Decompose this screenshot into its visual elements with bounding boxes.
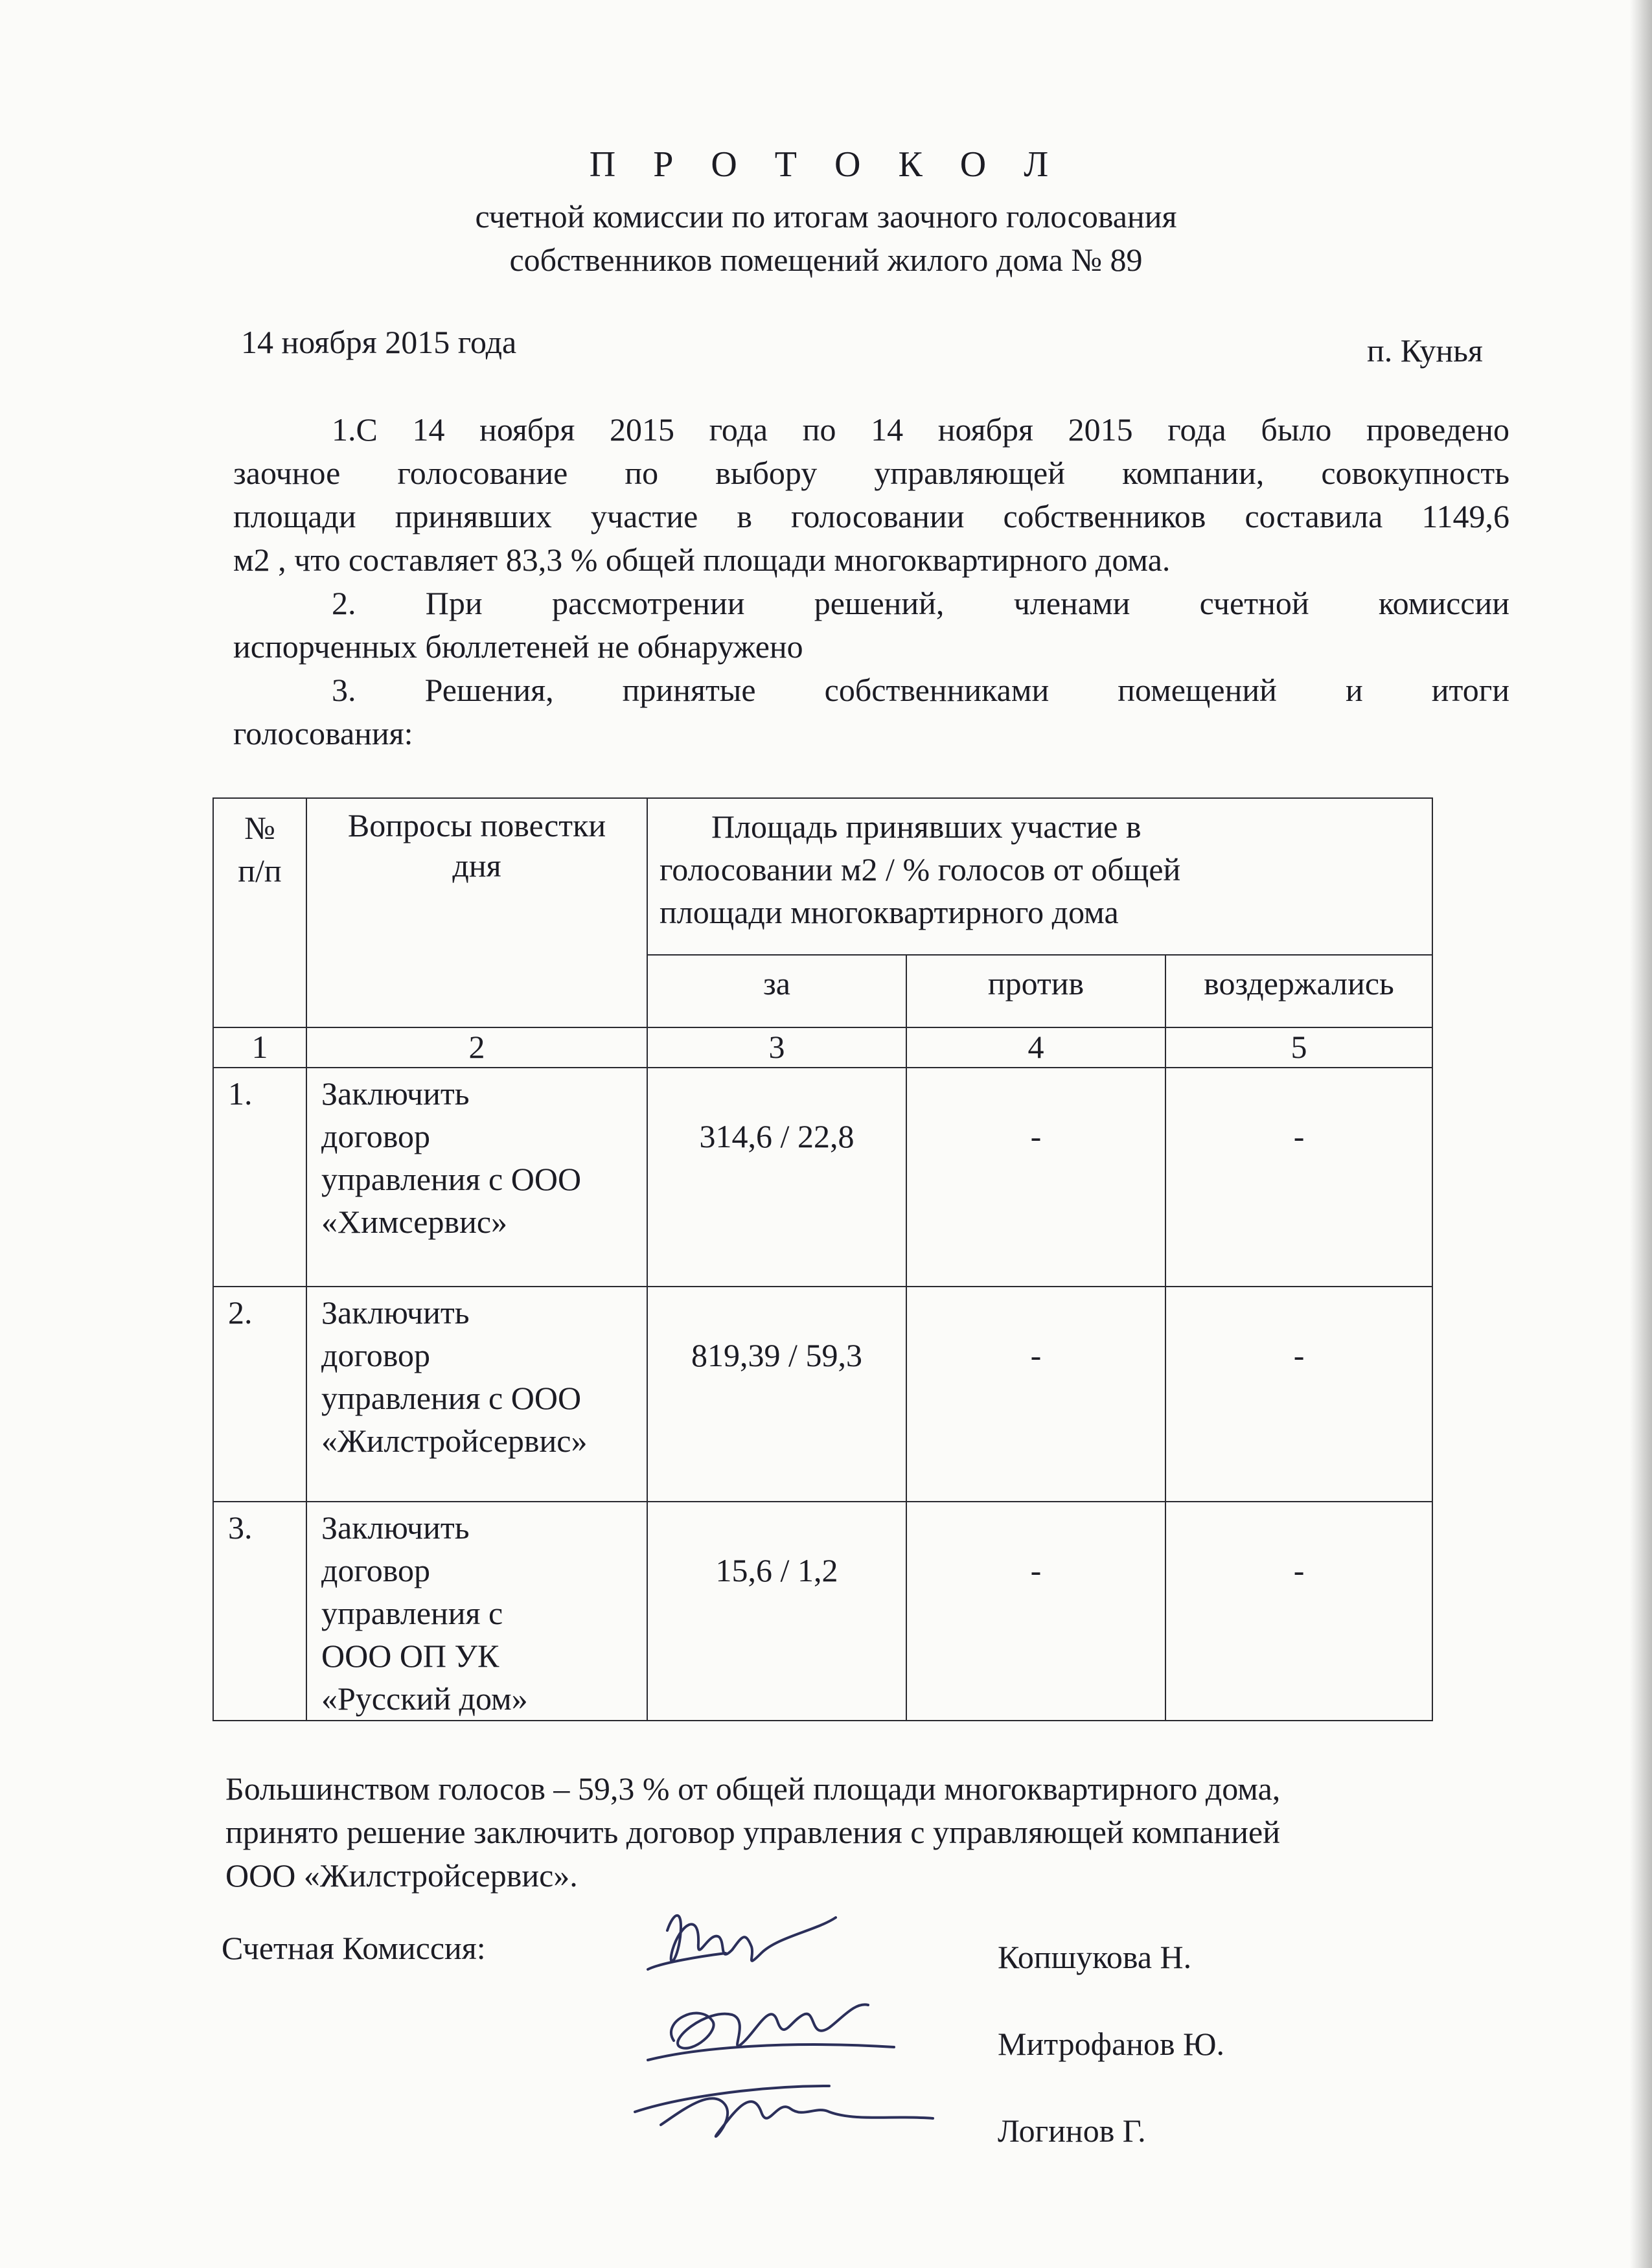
row-against-value: - xyxy=(906,1287,1165,1502)
signatory-name: Митрофанов Ю. xyxy=(998,2026,1225,2062)
column-number-4: 4 xyxy=(906,1027,1165,1068)
question-line: управления с ООО xyxy=(321,1380,582,1416)
header-area-line-1: Площадь принявших участие в xyxy=(711,808,1141,845)
table-row xyxy=(213,1502,1432,1721)
paragraph-3-line-1: 3. Решения, принятые собственниками помещений и итоги xyxy=(332,672,1509,708)
signature-2-stroke xyxy=(648,2045,894,2060)
header-area-line-2: голосовании м2 / % голосов от общей xyxy=(660,851,1181,888)
row-number: 1. xyxy=(213,1068,306,1287)
conclusion-line-1: Большинством голосов – 59,3 % от общей площади многоквартирного дома, xyxy=(225,1770,1281,1807)
handwritten-signatures xyxy=(622,1892,985,2164)
document-title: П Р О Т О К О Л xyxy=(589,144,1063,185)
conclusion-line-2: принято решение заключить договор управления с управляющей компанией xyxy=(225,1814,1280,1850)
question-line: договор xyxy=(321,1118,430,1154)
question-line: договор xyxy=(321,1552,430,1588)
paragraph-1-line-1: 1.С 14 ноября 2015 года по 14 ноября 2015 года было проведено xyxy=(332,411,1509,448)
header-number-label: № п/п xyxy=(238,810,282,889)
table-header-row xyxy=(213,798,1432,955)
row-question xyxy=(306,1287,647,1502)
question-line: управления с xyxy=(321,1595,503,1631)
question-line: договор xyxy=(321,1337,430,1373)
paragraph-1-line-3: площади принявших участие в голосовании собственников составила 1149,6 xyxy=(233,498,1509,534)
header-number xyxy=(213,798,306,1027)
column-number-row xyxy=(213,1027,1432,1068)
row-for-value: 819,39 / 59,3 xyxy=(647,1287,906,1502)
scan-edge-shadow xyxy=(1630,0,1652,2268)
paragraph-3-line-2: голосования: xyxy=(233,715,413,751)
subtitle-line-1: счетной комиссии по итогам заочного голосования xyxy=(475,198,1177,235)
header-area xyxy=(647,798,1432,955)
table-row xyxy=(213,1287,1432,1502)
question-line: ООО ОП УК xyxy=(321,1638,499,1674)
paragraph-2-line-1: 2. При рассмотрении решений, членами счетной комиссии xyxy=(332,585,1509,621)
signatory-name: Копшукова Н. xyxy=(998,1939,1192,1975)
column-number-2: 2 xyxy=(306,1027,647,1068)
row-number: 3. xyxy=(213,1502,306,1721)
column-number-3: 3 xyxy=(647,1027,906,1068)
header-question xyxy=(306,798,647,1027)
row-for-value: 15,6 / 1,2 xyxy=(647,1502,906,1721)
paragraph-2-line-2: испорченных бюллетеней не обнаружено xyxy=(233,628,803,665)
row-abstain-value: - xyxy=(1165,1068,1432,1287)
row-against-value: - xyxy=(906,1068,1165,1287)
question-line: «Русский дом» xyxy=(321,1680,528,1717)
signature-1 xyxy=(667,1916,836,1962)
column-number-5: 5 xyxy=(1165,1027,1432,1068)
column-number-1: 1 xyxy=(213,1027,306,1068)
signature-3 xyxy=(661,2098,933,2136)
row-for-value: 314,6 / 22,8 xyxy=(647,1068,906,1287)
row-against-value: - xyxy=(906,1502,1165,1721)
results-table xyxy=(212,797,1433,1721)
question-line: «Жилстройсервис» xyxy=(321,1423,588,1459)
commission-label: Счетная Комиссия: xyxy=(222,1930,486,1966)
paragraph-1-line-2: заочное голосование по выбору управляющей компании, совокупность xyxy=(233,455,1509,491)
question-line: «Химсервис» xyxy=(321,1204,508,1240)
question-line: Заключить xyxy=(321,1075,470,1112)
conclusion xyxy=(225,1767,1489,1897)
row-question xyxy=(306,1502,647,1721)
subtitle-line-2: собственников помещений жилого дома № 89 xyxy=(509,242,1143,278)
question-line: Заключить xyxy=(321,1509,470,1546)
header-abstain: воздержались xyxy=(1165,955,1432,1027)
header-for: за xyxy=(647,955,906,1027)
row-abstain-value: - xyxy=(1165,1287,1432,1502)
row-abstain-value: - xyxy=(1165,1502,1432,1721)
question-line: Заключить xyxy=(321,1294,470,1331)
signature-3-stroke xyxy=(635,2086,829,2112)
header-question-label: Вопросы повестки дня xyxy=(347,807,606,884)
table-row xyxy=(213,1068,1432,1287)
header-area-line-3: площади многоквартирного дома xyxy=(660,894,1119,930)
row-number: 2. xyxy=(213,1287,306,1502)
question-line: управления с ООО xyxy=(321,1161,582,1197)
signatory-name: Логинов Г. xyxy=(998,2113,1146,2149)
row-question xyxy=(306,1068,647,1287)
signature-1-stroke xyxy=(648,1953,726,1969)
conclusion-line-3: ООО «Жилстройсервис». xyxy=(225,1857,578,1894)
document-place: п. Кунья xyxy=(1367,332,1483,369)
document-date: 14 ноября 2015 года xyxy=(241,324,517,360)
header-against: против xyxy=(906,955,1165,1027)
paragraph-1-line-4: м2 , что составляет 83,3 % общей площади многоквартирного дома. xyxy=(233,542,1171,578)
signature-2 xyxy=(671,2004,868,2048)
